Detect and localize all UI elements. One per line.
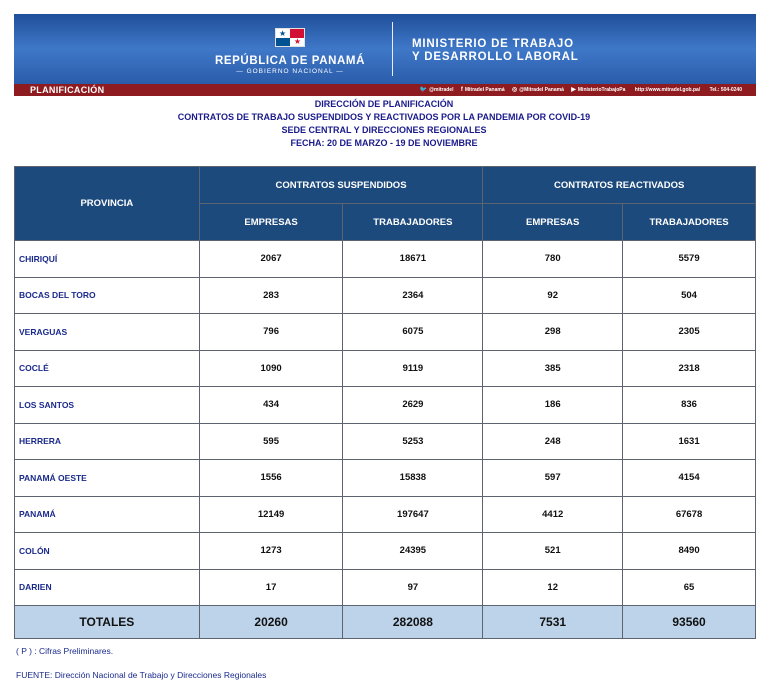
website-link[interactable]: http://www.mitradel.gob.pa/ — [634, 87, 701, 93]
cell-susp-trabajadores: 6075 — [343, 314, 483, 351]
cell-susp-trabajadores: 197647 — [343, 496, 483, 533]
header-react-trabajadores: TRABAJADORES — [623, 204, 756, 241]
cell-react-trabajadores: 8490 — [623, 533, 756, 570]
ministry-name — [412, 38, 579, 64]
source-note: FUENTE: Dirección Nacional de Trabajo y Direcciones Regionales — [16, 670, 267, 680]
cell-susp-trabajadores: 97 — [343, 569, 483, 606]
total-susp-trabajadores: 282088 — [343, 606, 483, 639]
header-suspendidos: CONTRATOS SUSPENDIDOS — [199, 167, 483, 204]
cell-susp-trabajadores: 2629 — [343, 387, 483, 424]
cell-susp-empresas: 283 — [199, 277, 343, 314]
header-susp-empresas: EMPRESAS — [199, 204, 343, 241]
cell-react-trabajadores: 4154 — [623, 460, 756, 497]
cell-susp-empresas: 2067 — [199, 241, 343, 278]
panama-flag-icon: ★ ★ — [275, 28, 305, 47]
cell-react-empresas: 12 — [483, 569, 623, 606]
instagram-icon: ◎ — [512, 87, 518, 93]
cell-provincia: CHIRIQUÍ — [15, 241, 200, 278]
cell-provincia: PANAMÁ — [15, 496, 200, 533]
cell-provincia: COLÓN — [15, 533, 200, 570]
total-susp-empresas: 20260 — [199, 606, 343, 639]
table-row — [15, 314, 756, 351]
table-row — [15, 350, 756, 387]
cell-susp-trabajadores: 5253 — [343, 423, 483, 460]
header-divider — [392, 22, 393, 76]
cell-susp-empresas: 1556 — [199, 460, 343, 497]
cell-susp-trabajadores: 18671 — [343, 241, 483, 278]
title-line-1: DIRECCIÓN DE PLANIFICACIÓN — [314, 99, 454, 109]
table-row — [15, 277, 756, 314]
youtube-icon: ▶ — [571, 87, 576, 93]
cell-react-trabajadores: 504 — [623, 277, 756, 314]
title-line-3: SEDE CENTRAL Y DIRECCIONES REGIONALES — [281, 125, 487, 135]
instagram-handle[interactable]: @Mitradel Panamá — [519, 87, 564, 93]
cell-susp-empresas: 12149 — [199, 496, 343, 533]
cell-react-empresas: 4412 — [483, 496, 623, 533]
cell-susp-empresas: 1090 — [199, 350, 343, 387]
cell-react-trabajadores: 2305 — [623, 314, 756, 351]
contracts-table — [14, 166, 756, 639]
ministry-line-2: Y DESARROLLO LABORAL — [412, 51, 579, 63]
cell-react-empresas: 385 — [483, 350, 623, 387]
cell-react-empresas: 521 — [483, 533, 623, 570]
cell-susp-trabajadores: 15838 — [343, 460, 483, 497]
totals-label: TOTALES — [15, 606, 200, 639]
ministry-line-1: MINISTERIO DE TRABAJO — [412, 38, 574, 50]
table-row — [15, 569, 756, 606]
totals-row — [15, 606, 756, 639]
cell-provincia: DARIEN — [15, 569, 200, 606]
title-line-4: FECHA: 20 DE MARZO - 19 DE NOVIEMBRE — [290, 138, 478, 148]
youtube-handle[interactable]: MinisterioTrabajoPa — [577, 87, 626, 93]
preliminary-note: ( P ) : Cifras Preliminares. — [16, 646, 114, 656]
cell-provincia: PANAMÁ OESTE — [15, 460, 200, 497]
cell-susp-trabajadores: 2364 — [343, 277, 483, 314]
twitter-handle[interactable]: @mitradel — [429, 87, 454, 93]
social-links — [414, 84, 742, 96]
cell-react-trabajadores: 2318 — [623, 350, 756, 387]
cell-react-trabajadores: 67678 — [623, 496, 756, 533]
cell-react-empresas: 92 — [483, 277, 623, 314]
table-row — [15, 460, 756, 497]
table-row — [15, 387, 756, 424]
cell-susp-trabajadores: 24395 — [343, 533, 483, 570]
header-susp-trabajadores: TRABAJADORES — [343, 204, 483, 241]
total-react-empresas: 7531 — [483, 606, 623, 639]
cell-react-empresas: 248 — [483, 423, 623, 460]
facebook-handle[interactable]: Mitradel Panamá — [464, 87, 505, 93]
cell-susp-empresas: 796 — [199, 314, 343, 351]
cell-susp-empresas: 595 — [199, 423, 343, 460]
cell-provincia: HERRERA — [15, 423, 200, 460]
phone-number: Tel.: 504-0240 — [709, 87, 742, 93]
header-reactivados: CONTRATOS REACTIVADOS — [483, 167, 756, 204]
table-row — [15, 241, 756, 278]
country-name: REPÚBLICA DE PANAMÁ — [214, 55, 366, 67]
cell-react-trabajadores: 836 — [623, 387, 756, 424]
header-provincia: PROVINCIA — [15, 167, 200, 241]
table-row — [15, 496, 756, 533]
table-row — [15, 533, 756, 570]
section-bar — [14, 84, 756, 96]
cell-react-empresas: 186 — [483, 387, 623, 424]
report-titles — [0, 98, 768, 150]
facebook-icon: f — [460, 87, 463, 93]
cell-susp-trabajadores: 9119 — [343, 350, 483, 387]
twitter-icon: 🐦 — [419, 87, 428, 93]
government-logo — [204, 28, 376, 75]
title-line-2: CONTRATOS DE TRABAJO SUSPENDIDOS Y REACTIVADOS POR LA PANDEMIA POR COVID-19 — [177, 112, 591, 122]
cell-react-trabajadores: 1631 — [623, 423, 756, 460]
cell-react-empresas: 780 — [483, 241, 623, 278]
cell-susp-empresas: 1273 — [199, 533, 343, 570]
cell-react-empresas: 298 — [483, 314, 623, 351]
cell-susp-empresas: 434 — [199, 387, 343, 424]
cell-provincia: LOS SANTOS — [15, 387, 200, 424]
section-label: PLANIFICACIÓN — [30, 85, 105, 95]
cell-provincia: BOCAS DEL TORO — [15, 277, 200, 314]
table-row — [15, 423, 756, 460]
cell-react-empresas: 597 — [483, 460, 623, 497]
cell-react-trabajadores: 5579 — [623, 241, 756, 278]
total-react-trabajadores: 93560 — [623, 606, 756, 639]
cell-provincia: COCLÉ — [15, 350, 200, 387]
cell-provincia: VERAGUAS — [15, 314, 200, 351]
cell-susp-empresas: 17 — [199, 569, 343, 606]
header-react-empresas: EMPRESAS — [483, 204, 623, 241]
government-label: — GOBIERNO NACIONAL — — [236, 68, 344, 75]
header-banner — [14, 14, 756, 84]
cell-react-trabajadores: 65 — [623, 569, 756, 606]
